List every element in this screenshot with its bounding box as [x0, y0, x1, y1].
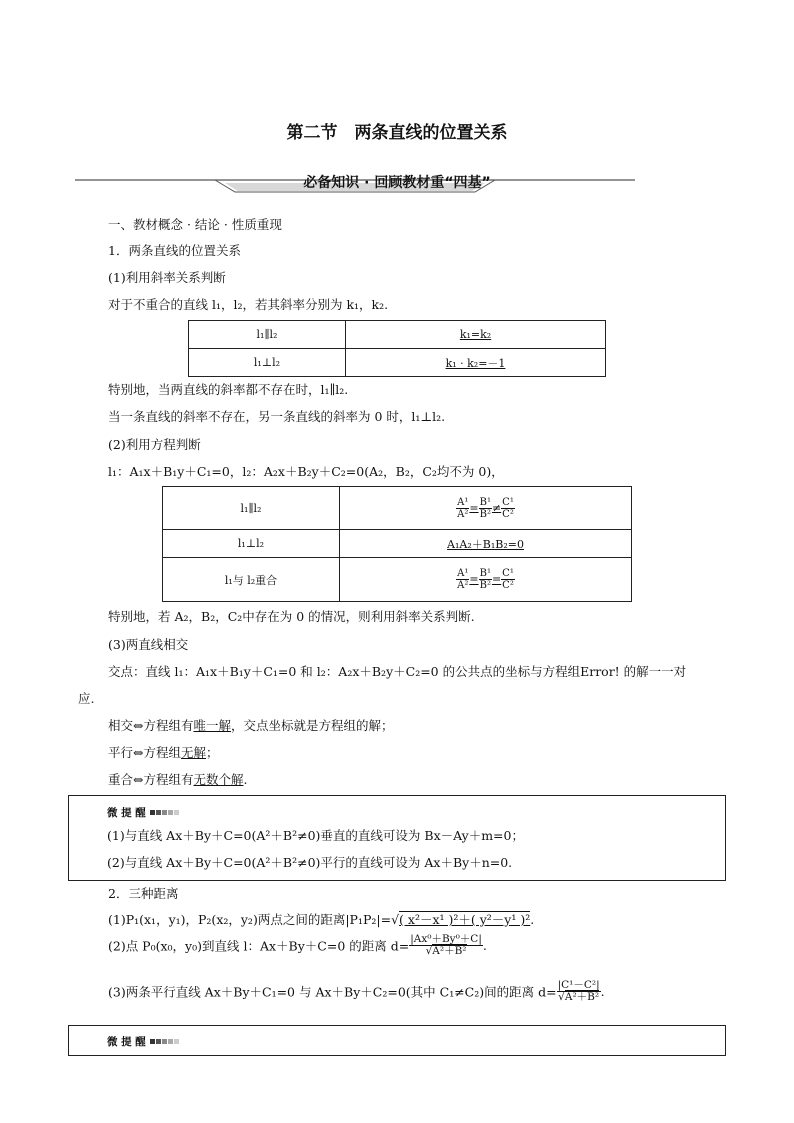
case-intersect: 相交⇔方程组有唯一解，交点坐标就是方程组的解；: [108, 718, 394, 733]
intersect-text: 交点：直线 l₁：A₁x＋B₁y＋C₁=0 和 l₂：A₂x＋B₂y＋C₂=0 的公共点的坐标与方程组Error! 的解一一对: [108, 664, 687, 679]
slope-table: [188, 320, 606, 377]
case-coincide: 重合⇔方程组有无数个解.: [108, 772, 248, 787]
page-title: 第二节 两条直线的位置关系: [286, 123, 508, 143]
tip-box-1: [68, 795, 726, 881]
eq-cell-perpendicular-condition: A₁A₂＋B₁B₂=0: [340, 530, 632, 558]
tip-perpendicular: (1)与直线 Ax＋By＋C=0(A²＋B²≠0)垂直的直线可设为 Bx－Ay＋m=0；: [107, 828, 524, 843]
cell-perpendicular: l₁⊥l₂: [189, 349, 346, 377]
method-heading-slope: (1)利用斜率关系判断: [108, 270, 226, 285]
cell-parallel-condition: k₁=k₂: [346, 321, 606, 349]
subsection-heading: 1．两条直线的位置关系: [108, 243, 241, 258]
special-case-2: 当一条直线的斜率不存在，另一条直线的斜率为 0 时，l₁⊥l₂.: [108, 409, 446, 424]
method-heading-intersect: (3)两直线相交: [108, 637, 189, 652]
tip-header-2: 微 提 醒: [107, 1033, 180, 1049]
equation-table: [162, 486, 632, 602]
section-banner-text: 必备知识 · 回顾教材重“四基”: [303, 175, 491, 191]
eq-cell-parallel-condition: $\frac{\text{A¹}}{\text{A²}}$ = $\frac{\text{B¹}}{\text{B²}}$ ≠ $\frac{\text{C¹}}{\text{C²}}$: [340, 487, 632, 530]
distance-heading: 2．三种距离: [108, 886, 179, 901]
special-case-3: 特别地，若 A₂，B₂，C₂中存在为 0 的情况，则利用斜率关系判断.: [108, 609, 475, 624]
eq-cell-coincide-condition: $\frac{\text{A¹}}{\text{A²}}$ = $\frac{\text{B¹}}{\text{B²}}$ = $\frac{\text{C¹}}{\text{C²}}$: [340, 558, 632, 602]
section-heading: 一、教材概念 · 结论 · 性质重现: [108, 217, 282, 232]
distance-parallel-lines: (3)两条平行直线 Ax＋By＋C₁=0 与 Ax＋By＋C₂=0(其中 C₁≠C₂)间的距离 d= $\frac{\text{|C¹－C²|}}{\text{√A²＋B²}}$ .: [108, 979, 605, 1003]
tip-header: 微 提 醒: [107, 804, 180, 820]
tip-parallel: (2)与直线 Ax＋By＋C=0(A²＋B²≠0)平行的直线可设为 Ax＋By＋n=0.: [107, 855, 513, 870]
slope-intro: 对于不重合的直线 l₁，l₂，若其斜率分别为 k₁，k₂.: [108, 297, 389, 312]
intersect-text-cont: 应.: [78, 691, 95, 706]
tip-box-2: [68, 1025, 726, 1056]
eq-cell-coincide: l₁与 l₂重合: [163, 558, 340, 602]
cell-parallel: l₁∥l₂: [189, 321, 346, 349]
eq-cell-parallel: l₁∥l₂: [163, 487, 340, 530]
method-heading-equation: (2)利用方程判断: [108, 437, 201, 452]
distance-point-line: (2)点 P₀(x₀，y₀)到直线 l：Ax＋By＋C=0 的距离 d= $\frac{\text{|Ax⁰＋By⁰＋C|}}{\text{√A²＋B²}}$ .: [108, 933, 487, 957]
tip-dots-icon: [150, 804, 180, 819]
cell-perpendicular-condition: k₁ · k₂=－1: [346, 349, 606, 377]
case-parallel: 平行⇔方程组无解；: [108, 745, 219, 760]
distance-two-points: (1)P₁(x₁，y₁)，P₂(x₂，y₂)两点之间的距离|P₁P₂|=√( x²－x¹ )²＋( y²－y¹ )².: [108, 912, 535, 927]
tip-dots-icon-2: [150, 1033, 180, 1048]
special-case-1: 特别地，当两直线的斜率都不存在时，l₁∥l₂.: [108, 382, 349, 397]
equation-intro: l₁：A₁x＋B₁y＋C₁=0，l₂：A₂x＋B₂y＋C₂=0(A₂，B₂，C₂均不为 0)，: [108, 464, 504, 479]
eq-cell-perpendicular: l₁⊥l₂: [163, 530, 340, 558]
